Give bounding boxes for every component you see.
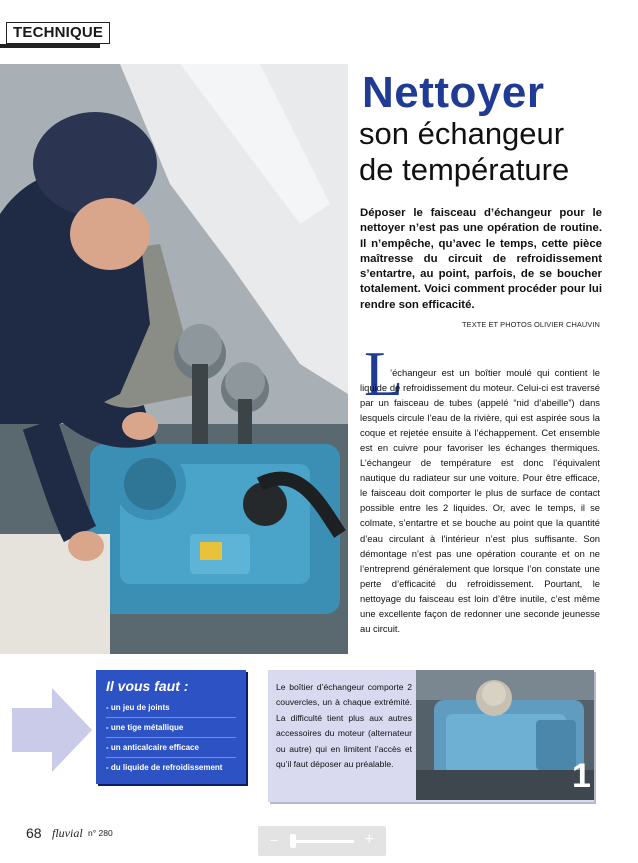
drop-cap: L: [364, 338, 404, 409]
engine-photo-illustration: [0, 64, 348, 654]
step-1-caption: Le boîtier d’échangeur comporte 2 couvercles, un à chaque extrémité. La difficulté tient plus aux autres accessoires du moteur (alternateur ou autre) qui en limitent l’accès et qu’il faut déposer au préalable.: [276, 682, 412, 770]
equipment-box: [96, 670, 246, 784]
article-credit: TEXTE ET PHOTOS OLIVIER CHAUVIN: [462, 320, 600, 329]
step-1-photo: [416, 670, 594, 800]
article-lead: Déposer le faisceau d’échangeur pour le nettoyer n’est pas une opération de routine. Il n’empêche, qu’avec le temps, cette pièce maîtresse du circuit de refroidissement s’entartre, au point, parfois, de se boucher totalement. Voici comment procéder pour lui rendre son efficacité.: [360, 207, 602, 311]
equipment-item: - du liquide de refroidissement: [106, 763, 223, 772]
equipment-item: - un anticalcaire efficace: [106, 738, 236, 758]
zoom-out-button[interactable]: −: [270, 832, 279, 848]
article-body: ’échangeur est un boîtier moulé qui contient le liquide de refroidissement du moteur. Celui-ci est traversé par un faisceau de tubes (appelé “nid d’abeille”) dans lesquels circule l’eau de la rivière, qui est aspirée sous la coque et rejetée ensuite à l’échappement. Cet ensemble est en cuivre pour favoriser les échanges thermiques. L’échangeur de température est donc l’équivalent nautique du radiateur sur une voiture. Pour être efficace, le faisceau doit comporter le plus de surface de contact possible entre les 2 liquides. Or, avec le temps, il se colmate, s’entartre et se bouche au point que la quantité d’eau circulant à l’intérieur n’est plus suffisante. Son démontage n’est pas une opération courante et on ne l’entreprend généralement que lorsque l’on constate une perte d’efficacité du refroidissement. Pourtant, le nettoyage du faisceau est loin d’être inutile, c’est même une excellente façon de redonner une seconde jeunesse au circuit.: [360, 367, 600, 634]
zoom-in-button[interactable]: +: [364, 831, 374, 848]
article-title: Nettoyer: [362, 68, 545, 117]
issue-number: n° 280: [88, 828, 113, 838]
zoom-slider-track[interactable]: [290, 840, 354, 843]
article-subtitle-line2: de température: [359, 152, 570, 187]
page-number: 68: [26, 825, 42, 841]
section-rubric: TECHNIQUE: [6, 22, 110, 44]
exchanger-photo-illustration: [416, 670, 594, 800]
zoom-slider-handle[interactable]: [290, 834, 296, 848]
magazine-name: fluvial: [52, 826, 83, 840]
equipment-box-title: Il vous faut :: [106, 678, 189, 694]
arrow-right-icon: [12, 688, 92, 772]
equipment-item: - un jeu de joints: [106, 698, 236, 718]
step-number: 1: [572, 757, 591, 795]
equipment-item: - une tige métallique: [106, 718, 236, 738]
rubric-underline: [0, 44, 100, 48]
main-photo-engine: [0, 64, 348, 654]
zoom-control[interactable]: [258, 826, 386, 856]
article-subtitle-line1: son échangeur: [359, 116, 565, 151]
